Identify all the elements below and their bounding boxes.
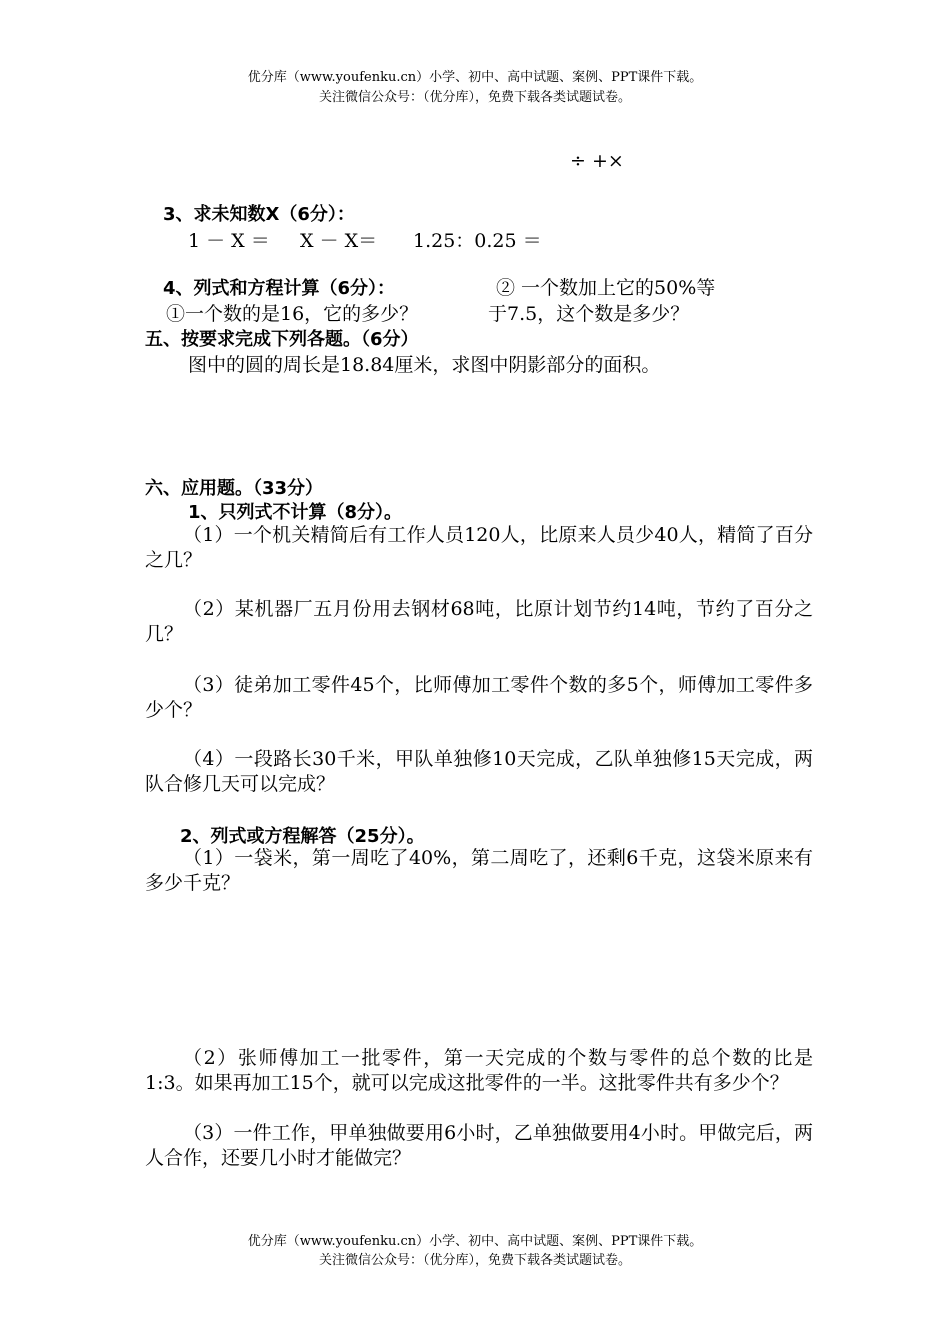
section-5-title: 五、按要求完成下列各题。（6分） bbox=[145, 329, 419, 350]
part-1-title: 1、只列式不计算（8分）。 bbox=[188, 502, 403, 523]
problem-1-4: （4）一段路长30千米，甲队单独修10天完成，乙队单独修15天完成，两队合修几天可以完成？ bbox=[145, 748, 813, 795]
part-2-title: 2、列式或方程解答（25分）。 bbox=[180, 826, 425, 847]
operator-symbols: ÷ +× bbox=[570, 150, 624, 172]
footer-line-1: 优分库（www.youfenku.cn）小学、初中、高中试题、案例、PPT课件下载。 bbox=[247, 1234, 703, 1249]
problem-1-3: （3）徒弟加工零件45个，比师傅加工零件个数的多5个，师傅加工零件多少个？ bbox=[145, 674, 813, 721]
section-5-text: 图中的圆的周长是18.84厘米，求图中阴影部分的面积。 bbox=[188, 354, 661, 376]
q3-title: 3、求未知数X（6分）： bbox=[163, 204, 355, 225]
problem-2-2: （2）张师傅加工一批零件，第一天完成的个数与零件的总个数的比是1:3。如果再加工15个，就可以完成这批零件的一半。这批零件共有多少个？ bbox=[145, 1047, 813, 1094]
problem-1-1: （1）一个机关精简后有工作人员120人，比原来人员少40人，精简了百分之几？ bbox=[145, 524, 813, 571]
q4-item-2-line-2: 于7.5，这个数是多少？ bbox=[488, 303, 690, 325]
footer-line-2: 关注微信公众号：（优分库），免费下载各类试题试卷。 bbox=[318, 1253, 631, 1268]
q3-equation-2: X － X＝ bbox=[300, 230, 378, 252]
q3-equation-1: 1 － X ＝ bbox=[188, 230, 270, 252]
problem-2-3: （3）一件工作，甲单独做要用6小时，乙单独做要用4小时。甲做完后，两人合作，还要几小时才能做完？ bbox=[145, 1122, 813, 1169]
header-line-2: 关注微信公众号：（优分库），免费下载各类试题试卷。 bbox=[318, 90, 631, 105]
header-line-1: 优分库（www.youfenku.cn）小学、初中、高中试题、案例、PPT课件下载。 bbox=[247, 70, 703, 85]
problem-1-2: （2）某机器厂五月份用去钢材68吨，比原计划节约14吨，节约了百分之几？ bbox=[145, 598, 813, 645]
section-6-title: 六、应用题。（33分） bbox=[145, 478, 324, 499]
problem-2-1: （1）一袋米，第一周吃了40%，第二周吃了，还剩6千克，这袋米原来有多少千克？ bbox=[145, 847, 813, 894]
q4-title: 4、列式和方程计算（6分）： bbox=[163, 278, 396, 299]
q4-item-2-line-1: ② 一个数加上它的50%等 bbox=[496, 277, 716, 299]
q3-equation-3: 1.25：0.25 ＝ bbox=[413, 230, 542, 252]
q4-item-1: ①一个数的是16，它的多少？ bbox=[166, 303, 419, 325]
